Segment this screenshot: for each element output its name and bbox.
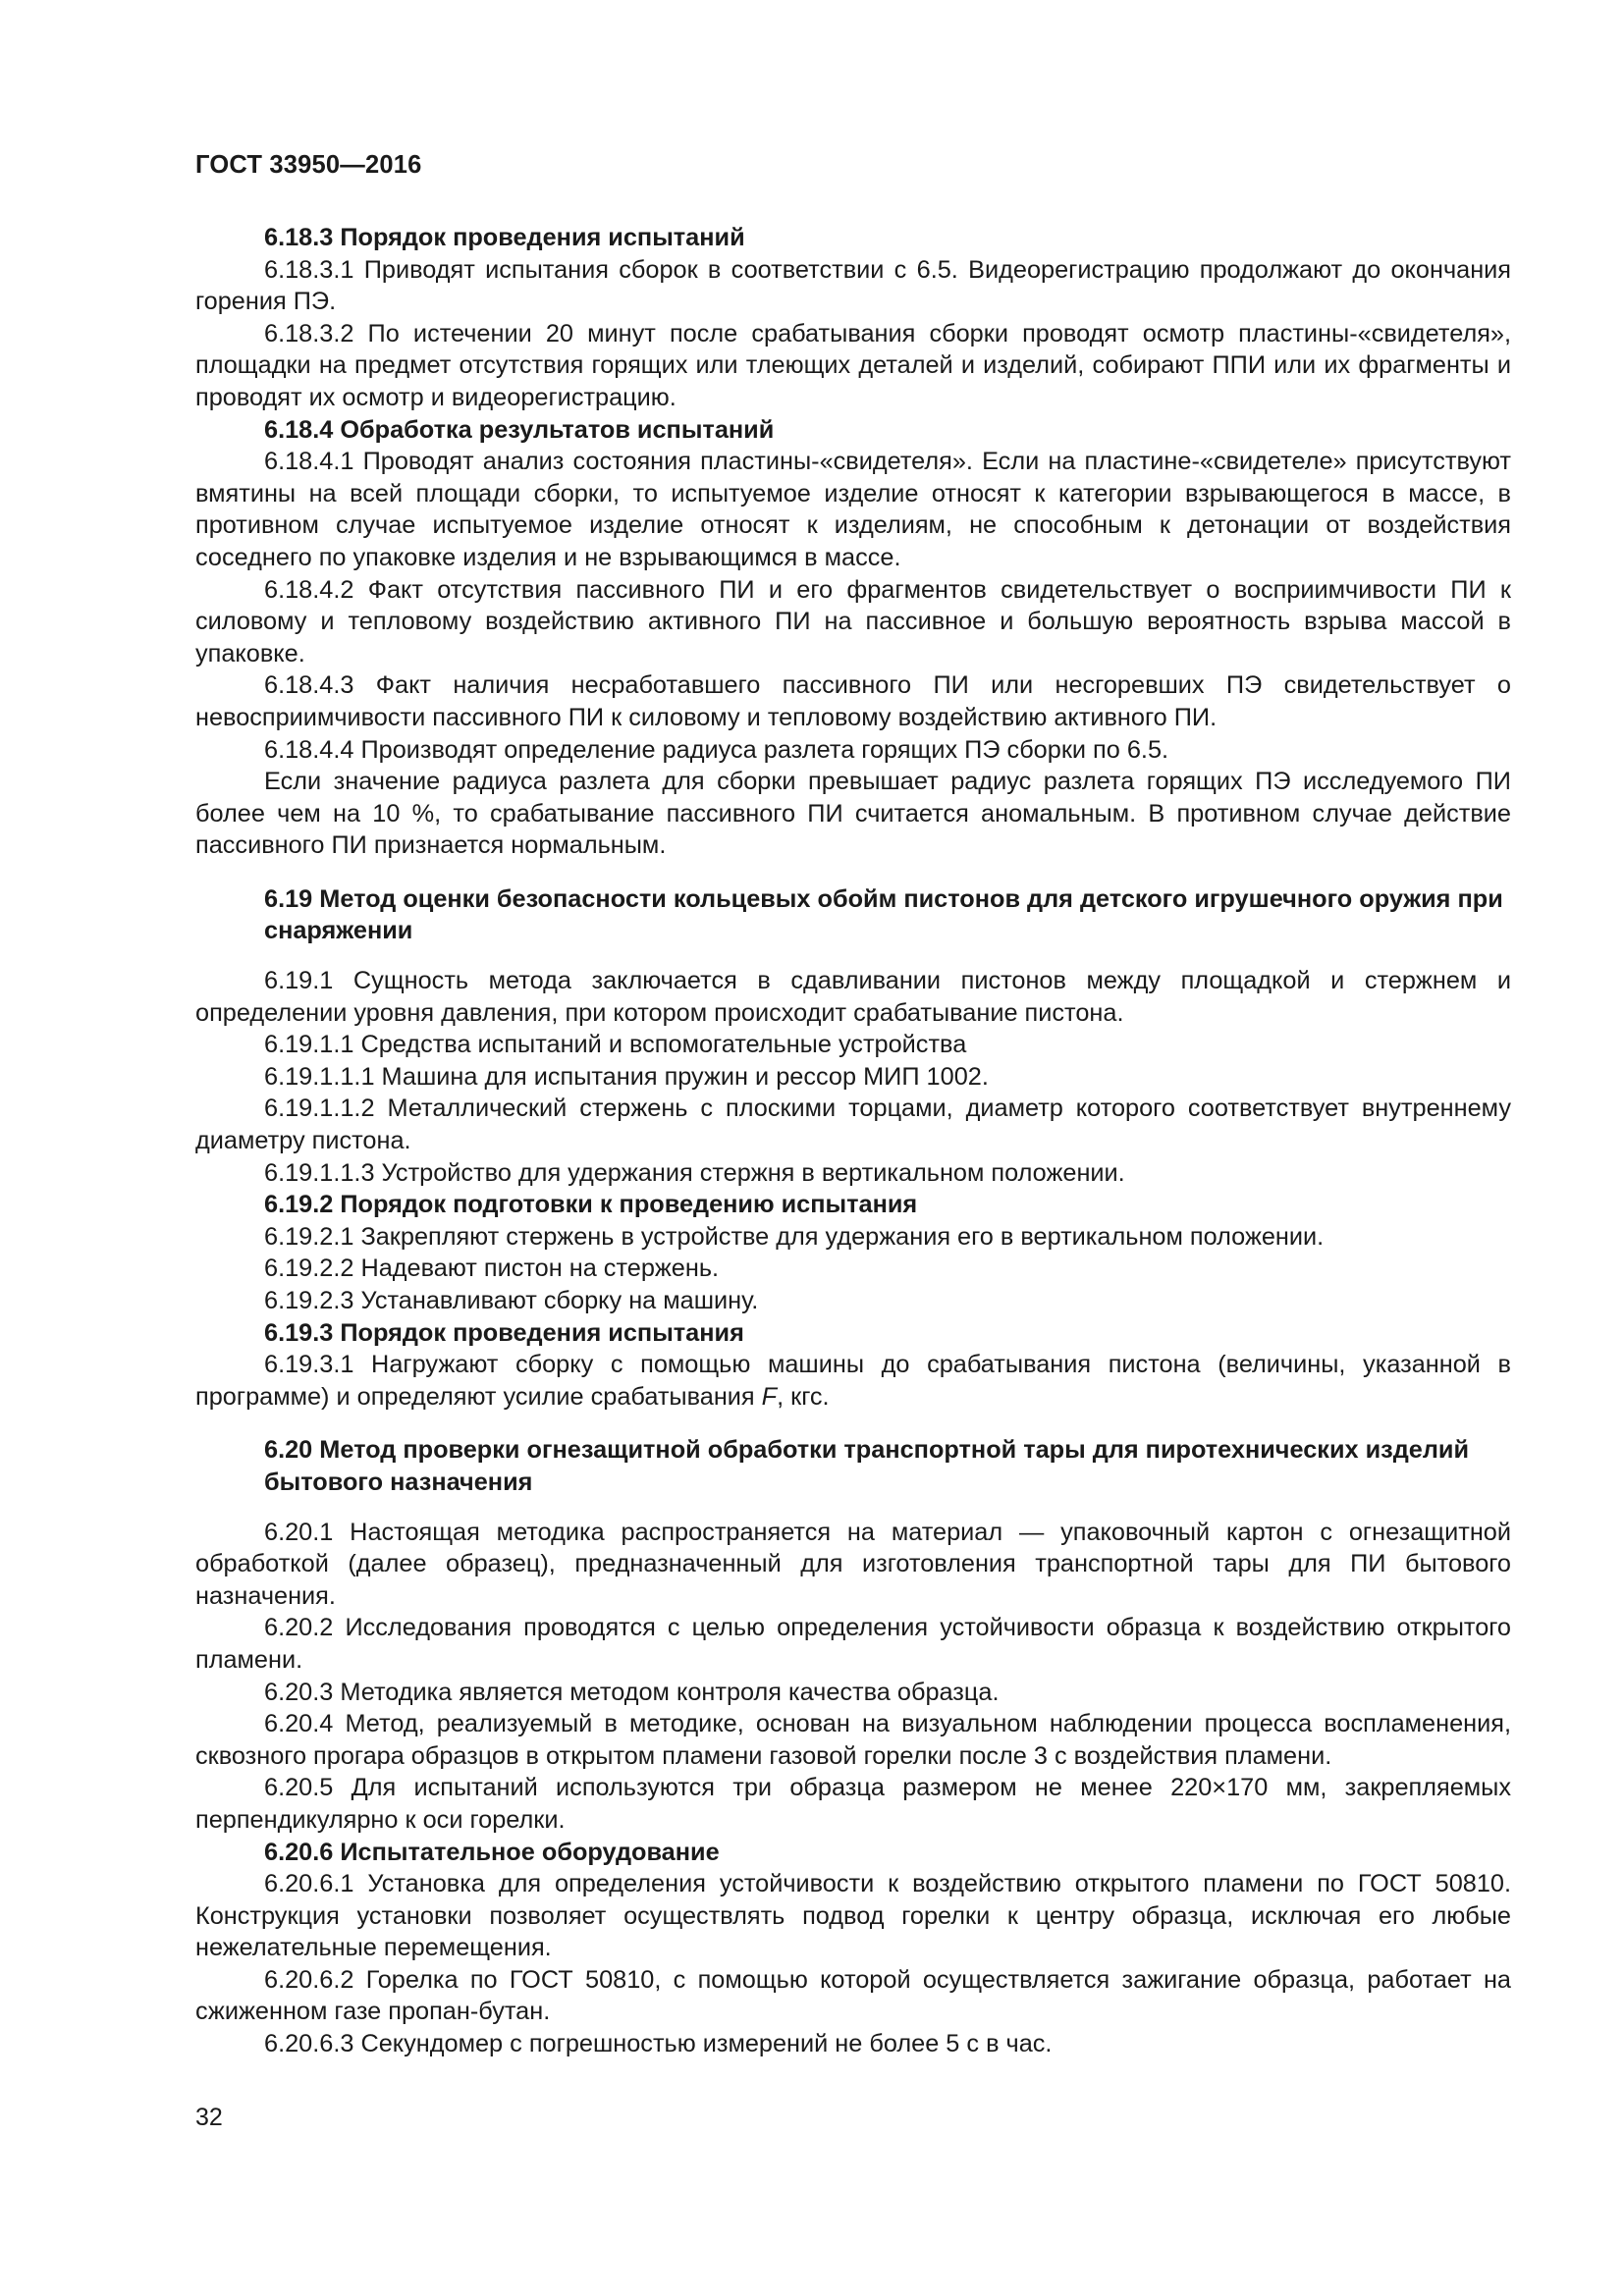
paragraph-6-19-3-1-unit: , кгс. [777,1382,830,1411]
force-variable: F [761,1382,778,1411]
paragraph-6-19-3-1-text: 6.19.3.1 Нагружают сборку с помощью машины до срабатывания пистона (величины, указанной в программе) и определяют усилие срабатывания [195,1351,1511,1411]
paragraph-6-18-4-1: 6.18.4.1 Проводят анализ состояния пластины-«свидетеля». Если на пластине-«свидетеле» присутствуют вмятины на всей площади сборки, то испытуемое изделие относят к категории взрывающегося в массе, в противном случае испытуемое изделие относят к изделиям, не способным к детонации от воздействия соседнего по упаковке изделия и не взрывающимся в массе. [195,448,1511,571]
paragraph-6-19-1: 6.19.1 Сущность метода заключается в сдавливании пистонов между площадкой и стержнем и определении уровня давления, при котором происходит срабатывание пистона. [195,967,1511,1027]
paragraph-6-18-3-1: 6.18.3.1 Приводят испытания сборок в соответствии с 6.5. Видеорегистрацию продолжают до окончания горения ПЭ. [195,255,1511,316]
subsection-heading-6-18-3: 6.18.3 Порядок проведения испытаний [264,224,745,251]
paragraph-6-18-3-2: 6.18.3.2 По истечении 20 минут после срабатывания сборки проводят осмотр пластины-«свидетеля», площадки на предмет отсутствия горящих или тлеющих деталей и изделий, собирают ППИ или их фрагменты и проводят их осмотр и видеорегистрацию. [195,319,1511,411]
paragraph-6-19-1-1-2: 6.19.1.1.2 Металлический стержень с плоскими торцами, диаметр которого соответствует внутреннему диаметру пистона. [195,1095,1511,1155]
paragraph-6-18-4-5: Если значение радиуса разлета для сборки превышает радиус разлета горящих ПЭ исследуемого ПИ более чем на 10 %, то срабатывание пассивного ПИ считается аномальным. В противном случае действие пассивного ПИ признается нормальным. [195,768,1511,860]
paragraph-6-19-1-1-1: 6.19.1.1.1 Машина для испытания пружин и рессор МИП 1002. [264,1062,989,1091]
paragraph-6-20-4: 6.20.4 Метод, реализуемый в методике, основан на визуальном наблюдении процесса воспламенения, сквозного прогара образцов в открытом пламени газовой горелки после 3 с воздействия пламени. [195,1710,1511,1770]
section-heading-6-20: 6.20 Метод проверки огнезащитной обработки транспортной тары для пиротехнических изделий бытового назначения [264,1436,1470,1496]
paragraph-6-20-3: 6.20.3 Методика является методом контроля качества образца. [264,1678,1000,1706]
document-page [195,0,1511,2296]
paragraph-6-18-4-2: 6.18.4.2 Факт отсутствия пассивного ПИ и его фрагментов свидетельствует о восприимчивости ПИ к силовому и тепловому воздействию активного ПИ на пассивное и большую вероятность взрыва массой в упаковке. [195,575,1511,667]
paragraph-6-20-1: 6.20.1 Настоящая методика распространяется на материал — упаковочный картон с огнезащитной обработкой (далее образец), предназначенный для изготовления транспортной тары для ПИ бытового назначения. [195,1518,1511,1610]
paragraph-6-19-1-1: 6.19.1.1 Средства испытаний и вспомогательные устройства [264,1031,967,1059]
paragraph-6-19-3-1 [195,1349,1511,1413]
subsection-heading-6-19-2: 6.19.2 Порядок подготовки к проведению испытания [264,1191,918,1219]
paragraph-6-20-6-2: 6.20.6.2 Горелка по ГОСТ 50810, с помощью которой осуществляется зажигание образца, работает на сжиженном газе пропан-бутан. [195,1965,1511,2026]
paragraph-6-18-4-3: 6.18.4.3 Факт наличия несработавшего пассивного ПИ или несгоревших ПЭ свидетельствует о невосприимчивости пассивного ПИ к силовому и тепловому воздействию активного ПИ. [195,671,1511,731]
paragraph-6-20-5: 6.20.5 Для испытаний используются три образца размером не менее 220×170 мм, закрепляемых перпендикулярно к оси горелки. [195,1774,1511,1834]
document-body [195,222,1511,2060]
paragraph-6-19-1-1-3: 6.19.1.1.3 Устройство для удержания стержня в вертикальном положении. [264,1158,1125,1187]
subsection-heading-6-20-6: 6.20.6 Испытательное оборудование [264,1838,720,1866]
page-number: 32 [195,2104,223,2131]
subsection-heading-6-19-3: 6.19.3 Порядок проведения испытания [264,1318,744,1347]
subsection-heading-6-18-4: 6.18.4 Обработка результатов испытаний [264,415,775,444]
paragraph-6-20-6-3: 6.20.6.3 Секундомер с погрешностью измерений не более 5 с в час. [264,2030,1053,2058]
paragraph-6-20-6-1: 6.20.6.1 Установка для определения устойчивости к воздействию открытого пламени по ГОСТ 50810. Конструкция установки позволяет осуществлять подвод горелки к центру образца, исключая его любые нежелательные перемещения. [195,1870,1511,1962]
section-heading-6-19: 6.19 Метод оценки безопасности кольцевых обойм пистонов для детского игрушечного оружия при снаряжении [264,884,1503,945]
paragraph-6-20-2: 6.20.2 Исследования проводятся с целью определения устойчивости образца к воздействию открытого пламени. [195,1614,1511,1674]
paragraph-6-19-2-1: 6.19.2.1 Закрепляют стержень в устройстве для удержания его в вертикальном положении. [264,1222,1325,1251]
paragraph-6-18-4-4: 6.18.4.4 Производят определение радиуса разлета горящих ПЭ сборки по 6.5. [264,735,1169,764]
paragraph-6-19-2-3: 6.19.2.3 Устанавливают сборку на машину. [264,1287,759,1314]
paragraph-6-19-2-2: 6.19.2.2 Надевают пистон на стержень. [264,1255,720,1283]
document-header: ГОСТ 33950—2016 [195,151,422,179]
